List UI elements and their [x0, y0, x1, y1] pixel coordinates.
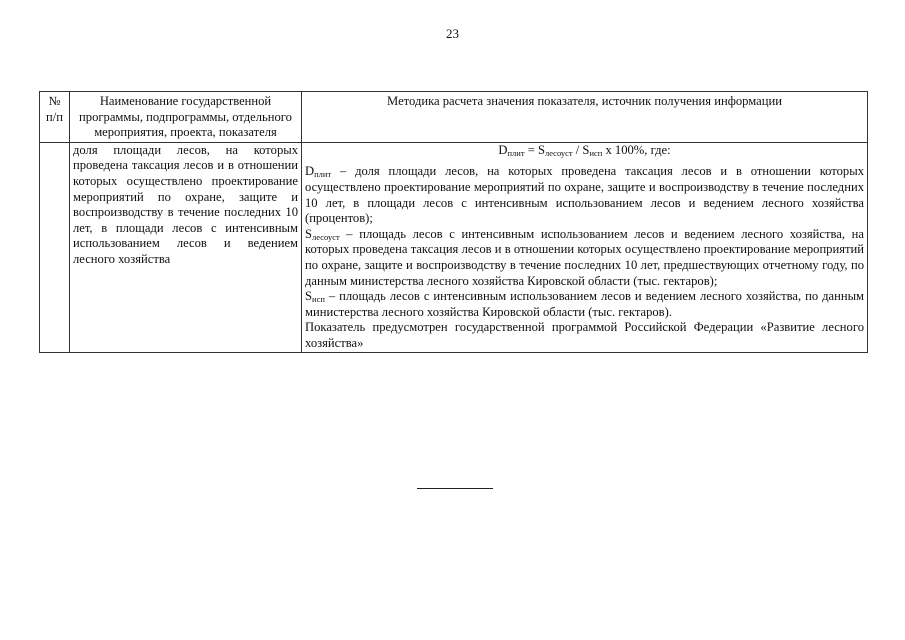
definition-subscript: лесоуст — [312, 231, 340, 242]
formula-div: / S — [572, 142, 590, 157]
formula — [305, 143, 864, 159]
definition-subscript: исп — [312, 294, 325, 305]
end-rule — [417, 488, 493, 489]
row-num — [40, 142, 70, 352]
definition-text: – площадь лесов с интенсивным использованием лесов и ведением лесного хозяйства, по данным министерства лесного хозяйства Кировской области (тыс. гектаров). — [305, 289, 864, 319]
formula-s1-sub: лесоуст — [544, 147, 573, 158]
formula-lhs-sub: плит — [507, 147, 525, 158]
definition-subscript: плит — [314, 169, 332, 180]
definition-symbol: S — [305, 226, 313, 241]
indicator-name: доля площади лесов, на которых проведена таксация лесов и в отношении которых осуществлено проектирование мероприятий по охране, защите и воспроизводству в течение последних 10 лет, в площади лесов с интенсивным использованием лесов и ведением лесного хозяйства — [70, 142, 302, 352]
definition-symbol: D — [305, 164, 315, 179]
formula-s2-sub: исп — [589, 147, 603, 158]
table-row — [40, 142, 868, 352]
definition-text: – площадь лесов с интенсивным использованием лесов и ведением лесного хозяйства, на которых проведена таксация лесов и в отношении которых осуществлено проектирование мероприятий по охране, защите и воспроизводству в течение последних 10 лет, предшествующих отчетному году, по данным министерства лесного хозяйства Кировской области (тыс. гектаров); — [305, 226, 864, 288]
formula-eq: = S — [524, 142, 545, 157]
source-note: Показатель предусмотрен государственной программой Российской Федерации «Развитие лесного хозяйства» — [305, 320, 864, 350]
indicator-table — [39, 91, 868, 353]
definition-symbol: S — [305, 289, 313, 304]
definition-text: – доля площади лесов, на которых проведена таксация лесов и в отношении которых осуществлено проектирование мероприятий по охране, защите и воспроизводству в течение последних 10 лет, в площади лесов с интенсивным использованием лесов и ведением лесного хозяйства (процентов); — [305, 164, 864, 226]
formula-tail: x 100%, где: — [602, 142, 671, 157]
definition-s-lesoust — [305, 227, 864, 289]
formula-lhs: D — [498, 142, 508, 157]
header-method: Методика расчета значения показателя, источник получения информации — [302, 92, 868, 143]
header-num: № п/п — [40, 92, 70, 143]
definition-d-plit — [305, 164, 864, 226]
definition-s-isp — [305, 289, 864, 320]
table-header-row — [40, 92, 868, 143]
method-cell — [302, 142, 868, 352]
header-name: Наименование государственной программы, подпрограммы, отдельного мероприятия, проекта, показателя — [70, 92, 302, 143]
page-number: 23 — [446, 26, 459, 41]
